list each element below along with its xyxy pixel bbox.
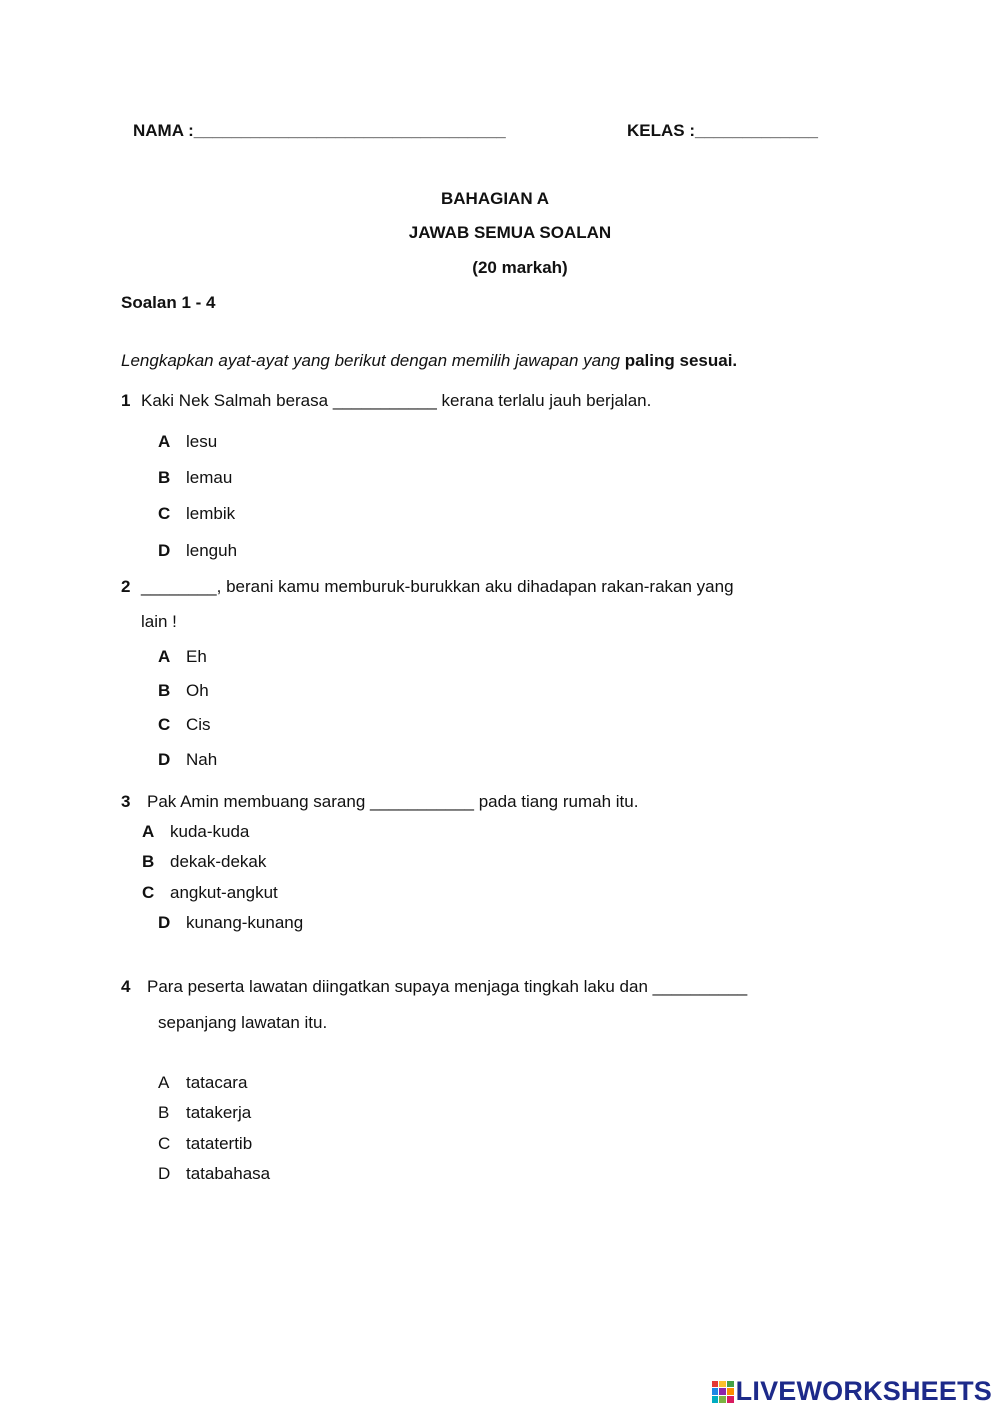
option-text: dekak-dekak: [170, 852, 267, 871]
liveworksheets-logo-icon: [712, 1381, 734, 1403]
option-text: angkut-angkut: [170, 883, 278, 902]
question-4-continuation: sepanjang lawatan itu.: [158, 1013, 328, 1032]
class-field-label: KELAS :_____________: [627, 121, 818, 140]
option-text: lesu: [186, 432, 218, 451]
section-title: BAHAGIAN A: [441, 189, 549, 208]
option-letter: D: [158, 541, 171, 560]
section-instruction: JAWAB SEMUA SOALAN: [408, 223, 612, 242]
option-4b[interactable]: [158, 1103, 251, 1123]
liveworksheets-brand: LIVEWORKSHEETS: [735, 1376, 992, 1406]
directions-italic: Lengkapkan ayat-ayat yang berikut dengan memilih jawapan yang: [121, 351, 625, 370]
logo-tile: [712, 1388, 719, 1395]
option-letter: C: [158, 715, 171, 734]
option-1b[interactable]: [158, 468, 232, 488]
logo-tile: [719, 1388, 726, 1395]
option-letter: D: [158, 1164, 171, 1183]
section-marks: (20 markah): [472, 258, 568, 277]
option-text: tatatertib: [186, 1134, 253, 1153]
option-3a[interactable]: [142, 822, 249, 842]
option-4d[interactable]: [158, 1164, 270, 1184]
option-text: Eh: [186, 647, 207, 666]
option-letter: A: [158, 647, 171, 666]
option-1a[interactable]: [158, 432, 217, 452]
option-letter: D: [158, 750, 171, 769]
logo-tile: [719, 1396, 726, 1403]
logo-tile: [727, 1381, 734, 1388]
question-4: [121, 977, 747, 997]
question-3: [121, 792, 638, 812]
directions: [121, 351, 737, 371]
option-text: Oh: [186, 681, 209, 700]
option-text: tatabahasa: [186, 1164, 271, 1183]
option-text: tatakerja: [186, 1103, 252, 1122]
option-2a[interactable]: [158, 647, 207, 667]
option-2d[interactable]: [158, 750, 217, 770]
option-letter: A: [142, 822, 155, 841]
option-letter: C: [158, 504, 171, 523]
logo-tile: [712, 1396, 719, 1403]
option-1d[interactable]: [158, 541, 237, 561]
option-letter: B: [158, 468, 171, 487]
option-letter: A: [158, 432, 171, 451]
question-number: 2: [121, 577, 131, 596]
option-letter: B: [158, 1103, 170, 1122]
logo-tile: [727, 1396, 734, 1403]
option-letter: A: [158, 1073, 170, 1092]
logo-tile: [727, 1388, 734, 1395]
option-letter: C: [158, 1134, 171, 1153]
question-number: 4: [121, 977, 131, 996]
question-text: Pak Amin membuang sarang ___________ pada tiang rumah itu.: [147, 792, 639, 811]
question-text: ________, berani kamu memburuk-burukkan aku dihadapan rakan-rakan yang: [141, 577, 734, 596]
question-2: [121, 577, 734, 597]
option-text: kunang-kunang: [186, 913, 304, 932]
option-text: kuda-kuda: [170, 822, 250, 841]
option-3b[interactable]: [142, 852, 266, 872]
option-text: lembik: [186, 504, 236, 523]
option-4c[interactable]: [158, 1134, 252, 1154]
liveworksheets-logo: [712, 1376, 992, 1407]
option-2b[interactable]: [158, 681, 209, 701]
question-text: Kaki Nek Salmah berasa ___________ kerana terlalu jauh berjalan.: [141, 391, 652, 410]
option-1c[interactable]: [158, 504, 235, 524]
option-3c[interactable]: [142, 883, 278, 903]
option-text: lemau: [186, 468, 233, 487]
question-number: 3: [121, 792, 131, 811]
name-field-label: NAMA :_________________________________: [133, 121, 506, 140]
directions-bold: paling sesuai.: [624, 351, 738, 370]
question-1: [121, 391, 651, 411]
option-letter: B: [142, 852, 155, 871]
option-text: Nah: [186, 750, 218, 769]
question-text: Para peserta lawatan diingatkan supaya menjaga tingkah laku dan __________: [147, 977, 748, 996]
option-4a[interactable]: [158, 1073, 247, 1093]
question-range: Soalan 1 - 4: [121, 293, 216, 312]
option-2c[interactable]: [158, 715, 211, 735]
option-letter: B: [158, 681, 171, 700]
logo-tile: [712, 1381, 719, 1388]
question-number: 1: [121, 391, 131, 410]
logo-tile: [719, 1381, 726, 1388]
option-text: Cis: [186, 715, 211, 734]
option-text: tatacara: [186, 1073, 248, 1092]
option-text: lenguh: [186, 541, 238, 560]
option-3d[interactable]: [158, 913, 303, 933]
question-2-continuation: lain !: [141, 612, 177, 631]
option-letter: C: [142, 883, 155, 902]
option-letter: D: [158, 913, 171, 932]
